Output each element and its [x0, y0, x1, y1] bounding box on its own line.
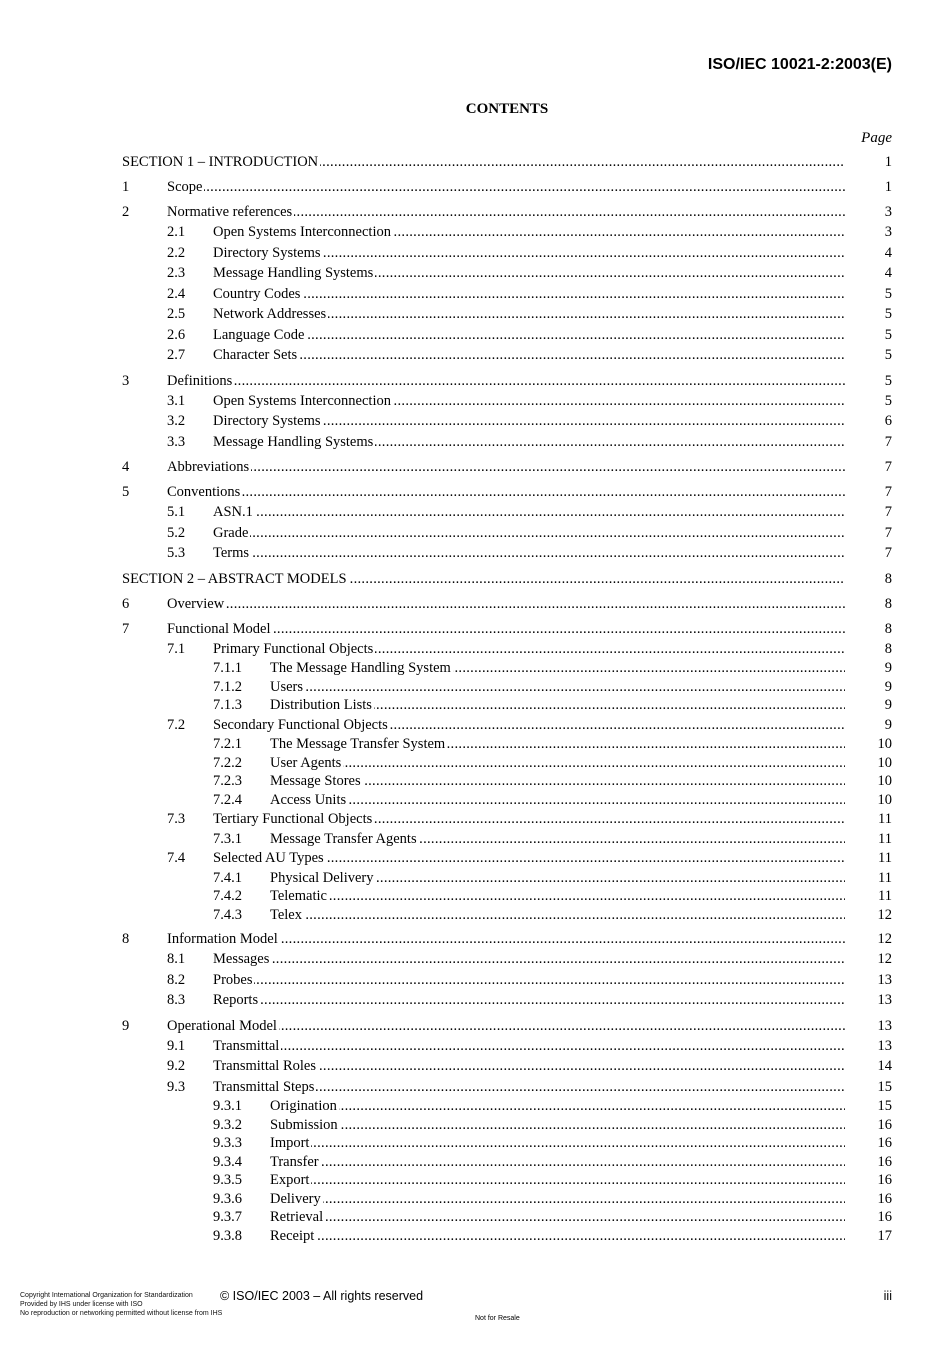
toc-entry-page: 10 — [877, 773, 892, 789]
toc-entry-number: 2.2 — [167, 244, 186, 261]
toc-entry-title: Country Codes — [213, 285, 301, 302]
toc-entry-page: 7 — [884, 504, 892, 520]
toc-entry-page: 9 — [884, 660, 892, 676]
toc-entry-title: Normative references — [167, 204, 293, 220]
toc-entry-leader — [270, 1134, 845, 1153]
toc-entry-title: Information Model — [167, 931, 278, 947]
toc-entry-number: 9.1 — [167, 1037, 186, 1054]
toc-entry-leader — [270, 1116, 845, 1135]
toc-entry-number: 9.3.6 — [213, 1190, 242, 1207]
copyright-notice: © ISO/IEC 2003 – All rights reserved — [220, 1289, 424, 1303]
toc-entry-page: 1 — [884, 154, 892, 170]
toc-entry-leader — [270, 659, 845, 678]
toc-entry-number: 5.1 — [167, 504, 186, 520]
toc-entry[interactable] — [122, 887, 892, 906]
toc-entry[interactable] — [122, 1171, 892, 1190]
toc-entry[interactable] — [122, 1227, 892, 1246]
toc-entry-number: 7.4.1 — [213, 869, 242, 886]
toc-entry-leader — [213, 990, 845, 1011]
toc-entry-page: 11 — [878, 869, 892, 886]
toc-entry-leader — [270, 1227, 845, 1246]
toc-entry-title: Messages — [213, 951, 270, 967]
toc-entry-number: 3.2 — [167, 413, 186, 429]
toc-entry[interactable] — [122, 1190, 892, 1209]
toc-entry[interactable] — [122, 345, 892, 366]
toc-entry-leader — [213, 1056, 845, 1077]
toc-entry-page: 5 — [884, 285, 892, 302]
toc-entry[interactable] — [122, 482, 892, 502]
toc-entry-number: 2.3 — [167, 265, 186, 281]
toc-entry-title: Telex — [270, 906, 302, 923]
toc-entry[interactable] — [122, 1134, 892, 1153]
toc-entry-leader — [122, 569, 845, 589]
toc-entry-title: Open Systems Interconnection — [213, 224, 391, 240]
toc-entry-page: 13 — [877, 992, 892, 1008]
toc-entry-leader — [213, 715, 845, 736]
toc-entry[interactable] — [122, 523, 892, 544]
toc-entry[interactable] — [122, 432, 892, 453]
toc-entry-page: 11 — [878, 888, 892, 904]
toc-entry[interactable] — [122, 391, 892, 412]
toc-entry-leader — [167, 482, 845, 502]
toc-entry-title: Message Stores — [270, 773, 361, 789]
toc-entry-page: 16 — [877, 1153, 892, 1170]
toc-entry-leader — [270, 1171, 845, 1190]
toc-entry[interactable] — [122, 457, 892, 477]
toc-entry-leader — [270, 906, 845, 925]
toc-entry-title: Network Addresses — [213, 306, 327, 322]
toc-entry-leader — [213, 411, 845, 432]
toc-entry-title: Message Handling Systems — [213, 265, 374, 281]
toc-entry-number: 7.1.3 — [213, 697, 242, 713]
toc-entry[interactable] — [122, 848, 892, 869]
toc-entry-number: 7.1.2 — [213, 678, 242, 695]
toc-entry-number: 6 — [122, 595, 130, 612]
toc-entry-page: 5 — [884, 372, 892, 389]
license-line: Provided by IHS under license with ISO — [20, 1301, 143, 1308]
toc-entry[interactable] — [122, 1097, 892, 1116]
toc-entry-number: 2.7 — [167, 347, 186, 363]
toc-entry-leader — [122, 152, 845, 172]
toc-entry-leader — [167, 619, 845, 639]
toc-entry-title: Transmittal Steps — [213, 1078, 315, 1095]
toc-entry-number: 9.3.1 — [213, 1098, 242, 1114]
toc-entry[interactable] — [122, 696, 892, 715]
toc-entry-leader — [213, 222, 845, 243]
toc-entry-number: 7.3 — [167, 811, 186, 827]
toc-entry[interactable] — [122, 830, 892, 849]
toc-entry[interactable] — [122, 502, 892, 523]
toc-entry-number: 1 — [122, 179, 130, 195]
toc-entry-page: 7 — [884, 459, 892, 475]
toc-entry-title: Tertiary Functional Objects — [213, 811, 373, 827]
toc-entry-title: Import — [270, 1135, 310, 1151]
toc-entry[interactable] — [122, 1056, 892, 1077]
license-notice — [20, 1291, 222, 1318]
toc-entry-title: Transfer — [270, 1153, 319, 1170]
toc-entry-number: 7.2.3 — [213, 773, 242, 789]
toc-entry-number: 8.1 — [167, 951, 186, 967]
toc-entry-number: 5.2 — [167, 524, 186, 541]
toc-entry-leader — [213, 284, 845, 305]
page-column-label: Page — [861, 130, 892, 146]
toc-entry-number: 7.2.1 — [213, 736, 242, 752]
toc-entry[interactable] — [122, 906, 892, 925]
toc-entry-title: Primary Functional Objects — [213, 640, 374, 657]
toc-entry-number: 3.3 — [167, 433, 186, 450]
toc-entry-leader — [270, 1153, 845, 1172]
toc-entry-page: 6 — [884, 413, 892, 429]
toc-entry-page: 11 — [878, 850, 892, 866]
toc-entry-title: Character Sets — [213, 347, 298, 363]
toc-entry-leader — [213, 243, 845, 264]
toc-entry-leader — [270, 1097, 845, 1116]
toc-entry-page: 10 — [877, 754, 892, 771]
toc-entry[interactable] — [122, 325, 892, 346]
toc-entry-page: 13 — [877, 1017, 892, 1034]
toc-entry-page: 4 — [884, 265, 892, 281]
toc-entry-page: 10 — [877, 736, 892, 752]
toc-entry-page: 7 — [884, 433, 892, 450]
toc-entry[interactable] — [122, 1036, 892, 1057]
toc-entry-leader — [213, 1036, 845, 1057]
toc-entry-leader — [270, 696, 845, 715]
toc-entry-leader — [270, 754, 845, 773]
toc-entry-page: 1 — [884, 179, 892, 195]
toc-entry[interactable] — [122, 1016, 892, 1036]
toc-entry-leader — [167, 371, 845, 391]
toc-entry-title: Selected AU Types — [213, 850, 324, 866]
toc-entry-title: Probes — [213, 971, 253, 988]
toc-entry-page: 4 — [884, 244, 892, 261]
toc-entry-leader — [213, 325, 845, 346]
toc-entry[interactable] — [122, 411, 892, 432]
toc-entry-leader — [270, 830, 845, 849]
toc-entry-title: Scope — [167, 179, 203, 195]
toc-entry-title: Conventions — [167, 484, 241, 500]
toc-entry-page: 8 — [884, 570, 892, 587]
toc-entry-page: 7 — [884, 524, 892, 541]
toc-entry[interactable] — [122, 619, 892, 639]
toc-entry-leader — [213, 809, 845, 830]
toc-entry-leader — [167, 202, 845, 222]
toc-entry-number: 7.1 — [167, 640, 186, 657]
toc-entry-page: 13 — [877, 1037, 892, 1054]
toc-entry-number: 7.4 — [167, 850, 186, 866]
toc-entry-number: 2.6 — [167, 326, 186, 343]
toc-entry-leader — [213, 523, 845, 544]
toc-entry-title: Delivery — [270, 1190, 321, 1207]
toc-entry[interactable] — [122, 735, 892, 754]
toc-entry-leader — [167, 1016, 845, 1036]
toc-entry-number: 2.4 — [167, 285, 186, 302]
toc-entry-number: 7 — [122, 620, 130, 637]
toc-entry[interactable] — [122, 1208, 892, 1227]
toc-entry[interactable] — [122, 177, 892, 197]
document-id: ISO/IEC 10021-2:2003(E) — [707, 56, 892, 73]
toc-entry-page: 13 — [877, 971, 892, 988]
toc-entry[interactable] — [122, 754, 892, 773]
license-line: No reproduction or networking permitted without license from IHS — [20, 1310, 223, 1317]
toc-entry-leader — [167, 177, 845, 197]
toc-entry-number: 7.1.1 — [213, 660, 242, 676]
toc-entry-title: Reports — [213, 992, 259, 1008]
toc-entry-title: Secondary Functional Objects — [213, 716, 388, 733]
toc-entry-number: 9.3.3 — [213, 1135, 242, 1151]
toc-entry-page: 5 — [884, 326, 892, 343]
toc-entry[interactable] — [122, 243, 892, 264]
toc-entry[interactable] — [122, 970, 892, 991]
toc-entry-page: 16 — [877, 1116, 892, 1133]
toc-entry-title: Telematic — [270, 888, 327, 904]
toc-entry-number: 9.3.2 — [213, 1116, 242, 1133]
toc-entry-number: 7.4.2 — [213, 888, 242, 904]
toc-entry[interactable] — [122, 715, 892, 736]
toc-entry-title: Origination — [270, 1098, 337, 1114]
toc-entry-page: 7 — [884, 545, 892, 561]
toc-entry-title: Message Transfer Agents — [270, 830, 417, 847]
toc-entry-leader — [270, 791, 845, 810]
toc-entry[interactable] — [122, 304, 892, 325]
toc-entry-leader — [270, 772, 845, 791]
toc-entry[interactable] — [122, 152, 892, 172]
toc-entry-page: 14 — [877, 1058, 892, 1074]
toc-entry-number: 7.3.1 — [213, 830, 242, 847]
toc-entry-number: 7.2.4 — [213, 791, 242, 808]
toc-entry-number: 7.4.3 — [213, 906, 242, 923]
toc-entry-title: SECTION 2 – ABSTRACT MODELS — [122, 570, 347, 587]
toc-entry-leader — [270, 678, 845, 697]
resale-notice: Not for Resale — [475, 1315, 520, 1322]
license-line: Copyright International Organization for Standardization — [20, 1292, 193, 1299]
table-of-contents — [122, 152, 892, 1245]
contents-heading: CONTENTS — [465, 101, 549, 117]
toc-entry-page: 17 — [877, 1227, 892, 1244]
toc-entry-number: 4 — [122, 459, 130, 475]
toc-entry-leader — [213, 970, 845, 991]
toc-entry-title: Message Handling Systems — [213, 433, 374, 450]
toc-entry-leader — [213, 345, 845, 366]
toc-entry-title: ASN.1 — [213, 504, 253, 520]
toc-entry-leader — [213, 263, 845, 284]
toc-entry-number: 8.2 — [167, 971, 186, 988]
toc-entry[interactable] — [122, 949, 892, 970]
toc-entry-number: 3 — [122, 372, 130, 389]
toc-entry-page: 9 — [884, 716, 892, 733]
toc-entry-title: Directory Systems — [213, 244, 321, 261]
toc-entry-page: 8 — [884, 595, 892, 612]
toc-entry[interactable] — [122, 594, 892, 614]
toc-entry-page: 5 — [884, 392, 892, 409]
toc-entry-title: The Message Handling System — [270, 660, 451, 676]
toc-entry-page: 9 — [884, 697, 892, 713]
toc-entry-title: Operational Model — [167, 1017, 277, 1034]
toc-entry-title: Distribution Lists — [270, 697, 372, 713]
toc-entry[interactable] — [122, 659, 892, 678]
toc-entry-page: 16 — [877, 1190, 892, 1207]
toc-entry-number: 2.5 — [167, 306, 186, 322]
toc-entry[interactable] — [122, 202, 892, 222]
toc-entry-number: 9 — [122, 1017, 130, 1034]
toc-entry-title: Physical Delivery — [270, 869, 374, 886]
toc-entry-number: 9.3.8 — [213, 1227, 242, 1244]
page-number: iii — [883, 1289, 892, 1303]
toc-entry[interactable] — [122, 1077, 892, 1098]
toc-entry-title: Open Systems Interconnection — [213, 392, 391, 409]
toc-entry-number: 9.3.5 — [213, 1172, 242, 1188]
toc-entry-title: Language Code — [213, 326, 305, 343]
toc-entry-number: 3.1 — [167, 392, 186, 409]
toc-entry-page: 3 — [884, 224, 892, 240]
toc-entry-number: 2 — [122, 204, 130, 220]
toc-entry-number: 9.2 — [167, 1058, 186, 1074]
toc-entry-leader — [213, 391, 845, 412]
toc-entry[interactable] — [122, 929, 892, 949]
toc-entry-leader — [213, 502, 845, 523]
toc-entry-number: 8 — [122, 931, 130, 947]
toc-entry-leader — [270, 735, 845, 754]
toc-entry-page: 12 — [877, 951, 892, 967]
toc-entry[interactable] — [122, 990, 892, 1011]
toc-entry[interactable] — [122, 1116, 892, 1135]
toc-entry-page: 10 — [877, 791, 892, 808]
toc-entry-leader — [213, 949, 845, 970]
toc-entry[interactable] — [122, 869, 892, 888]
toc-entry-leader — [270, 1208, 845, 1227]
toc-entry-page: 15 — [877, 1078, 892, 1095]
toc-entry[interactable] — [122, 772, 892, 791]
toc-entry-page: 8 — [884, 620, 892, 637]
toc-entry-title: Receipt — [270, 1227, 315, 1244]
toc-entry[interactable] — [122, 222, 892, 243]
toc-entry[interactable] — [122, 371, 892, 391]
toc-entry-title: SECTION 1 – INTRODUCTION — [122, 154, 319, 170]
toc-entry-title: Access Units — [270, 791, 347, 808]
toc-entry-leader — [270, 869, 845, 888]
toc-entry-title: Abbreviations — [167, 459, 250, 475]
toc-entry-title: Transmittal Roles — [213, 1058, 316, 1074]
toc-entry-title: Directory Systems — [213, 413, 321, 429]
toc-entry-page: 11 — [878, 811, 892, 827]
toc-entry[interactable] — [122, 569, 892, 589]
toc-entry-page: 5 — [884, 347, 892, 363]
toc-entry-number: 9.3.7 — [213, 1209, 242, 1225]
toc-entry-number: 9.3 — [167, 1078, 186, 1095]
toc-entry-title: Export — [270, 1172, 310, 1188]
toc-entry-page: 12 — [877, 931, 892, 947]
toc-entry-number: 8.3 — [167, 992, 186, 1008]
toc-entry-title: Definitions — [167, 372, 233, 389]
toc-entry-page: 16 — [877, 1172, 892, 1188]
toc-entry-number: 7.2.2 — [213, 754, 242, 771]
toc-entry-page: 5 — [884, 306, 892, 322]
toc-entry-page: 9 — [884, 678, 892, 695]
toc-entry-number: 5 — [122, 484, 130, 500]
toc-entry-title: Terms — [213, 545, 250, 561]
toc-entry-title: Submission — [270, 1116, 338, 1133]
toc-entry[interactable] — [122, 791, 892, 810]
toc-entry-leader — [167, 594, 845, 614]
toc-entry[interactable] — [122, 809, 892, 830]
toc-entry[interactable] — [122, 263, 892, 284]
toc-entry-leader — [167, 457, 845, 477]
toc-entry-title: Transmittal — [213, 1037, 280, 1054]
toc-entry-leader — [213, 432, 845, 453]
toc-entry-leader — [213, 543, 845, 564]
toc-entry-number: 7.2 — [167, 716, 186, 733]
toc-entry-leader — [270, 1190, 845, 1209]
toc-entry-number: 5.3 — [167, 545, 186, 561]
toc-entry-leader — [213, 848, 845, 869]
toc-entry[interactable] — [122, 678, 892, 697]
toc-entry[interactable] — [122, 284, 892, 305]
toc-entry-title: Retrieval — [270, 1209, 324, 1225]
toc-entry-title: Grade — [213, 524, 249, 541]
toc-entry-leader — [270, 887, 845, 906]
toc-entry-page: 16 — [877, 1135, 892, 1151]
toc-entry-page: 12 — [877, 906, 892, 923]
toc-entry-leader — [167, 929, 845, 949]
toc-entry-page: 16 — [877, 1209, 892, 1225]
toc-entry-page: 7 — [884, 484, 892, 500]
toc-entry-leader — [213, 639, 845, 660]
toc-entry-number: 2.1 — [167, 224, 186, 240]
toc-entry-page: 3 — [884, 204, 892, 220]
toc-entry-title: Overview — [167, 595, 225, 612]
toc-entry-title: User Agents — [270, 754, 342, 771]
toc-entry[interactable] — [122, 639, 892, 660]
toc-entry-page: 11 — [878, 830, 892, 847]
toc-entry-title: Users — [270, 678, 304, 695]
toc-entry-leader — [213, 1077, 845, 1098]
toc-entry[interactable] — [122, 543, 892, 564]
toc-entry-page: 15 — [877, 1098, 892, 1114]
toc-entry-number: 9.3.4 — [213, 1153, 242, 1170]
toc-entry[interactable] — [122, 1153, 892, 1172]
toc-entry-page: 8 — [884, 640, 892, 657]
toc-entry-title: Functional Model — [167, 620, 271, 637]
toc-entry-leader — [213, 304, 845, 325]
toc-entry-title: The Message Transfer System — [270, 736, 446, 752]
